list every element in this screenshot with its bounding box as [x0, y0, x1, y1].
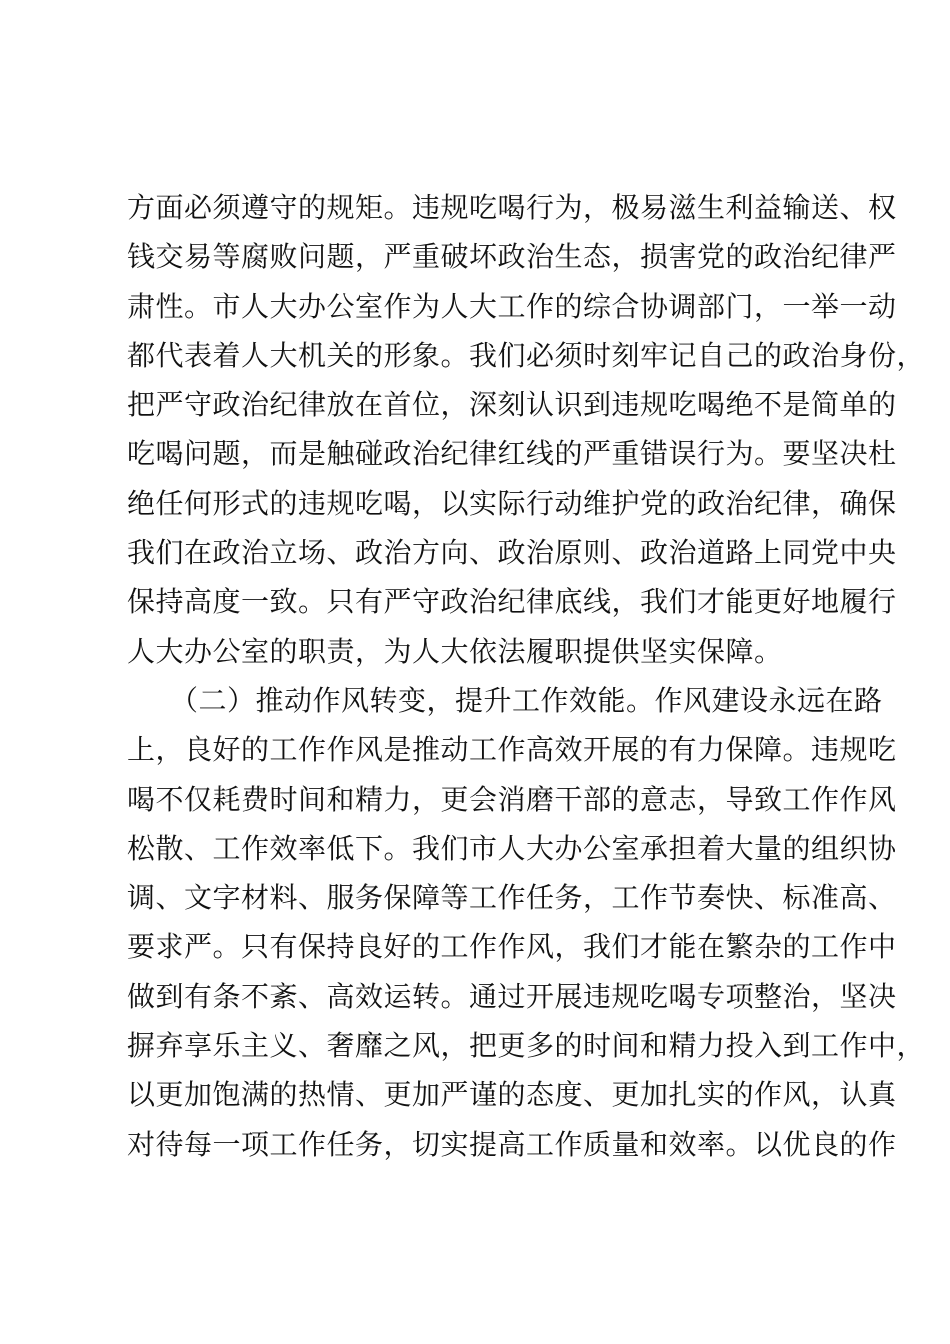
text-line: 保持高度一致。只有严守政治纪律底线，我们才能更好地履行 [127, 585, 897, 619]
text-line: 以更加饱满的热情、更加严谨的态度、更加扎实的作风，认真 [127, 1078, 897, 1112]
text-line: 把严守政治纪律放在首位，深刻认识到违规吃喝绝不是简单的 [127, 388, 897, 422]
text-line: 做到有条不紊、高效运转。通过开展违规吃喝专项整治，坚决 [127, 979, 897, 1013]
text-line: 方面必须遵守的规矩。违规吃喝行为，极易滋生利益输送、权 [127, 191, 897, 224]
text-line: 调、文字材料、服务保障等工作任务，工作节奏快、标准高、 [127, 881, 897, 915]
text-line: 上，良好的工作作风是推动工作高效开展的有力保障。违规吃 [127, 733, 897, 767]
text-line: 松散、工作效率低下。我们市人大办公室承担着大量的组织协 [127, 831, 897, 865]
text-line: 摒弃享乐主义、奢靡之风，把更多的时间和精力投入到工作中， [127, 1029, 926, 1063]
text-line: 人大办公室的职责，为人大依法履职提供坚实保障。 [127, 634, 783, 668]
section-heading-line: （二）推动作风转变，提升工作效能。作风建设永远在路 [127, 683, 883, 717]
body-text [127, 183, 926, 1169]
text-line: 肃性。市人大办公室作为人大工作的综合协调部门，一举一动 [127, 289, 897, 323]
text-line: 喝不仅耗费时间和精力，更会消磨干部的意志，导致工作作风 [127, 782, 897, 816]
text-line: 我们在政治立场、政治方向、政治原则、政治道路上同党中央 [127, 536, 897, 570]
text-line: 要求严。只有保持良好的工作作风，我们才能在繁杂的工作中 [127, 930, 897, 964]
text-line: 吃喝问题，而是触碰政治纪律红线的严重错误行为。要坚决杜 [127, 437, 897, 471]
text-line: 绝任何形式的违规吃喝，以实际行动维护党的政治纪律，确保 [127, 486, 897, 520]
text-line: 都代表着人大机关的形象。我们必须时刻牢记自己的政治身份， [127, 338, 926, 372]
text-line: 钱交易等腐败问题，严重破坏政治生态，损害党的政治纪律严 [127, 240, 897, 274]
text-line: 对待每一项工作任务，切实提高工作质量和效率。以优良的作 [127, 1127, 897, 1161]
